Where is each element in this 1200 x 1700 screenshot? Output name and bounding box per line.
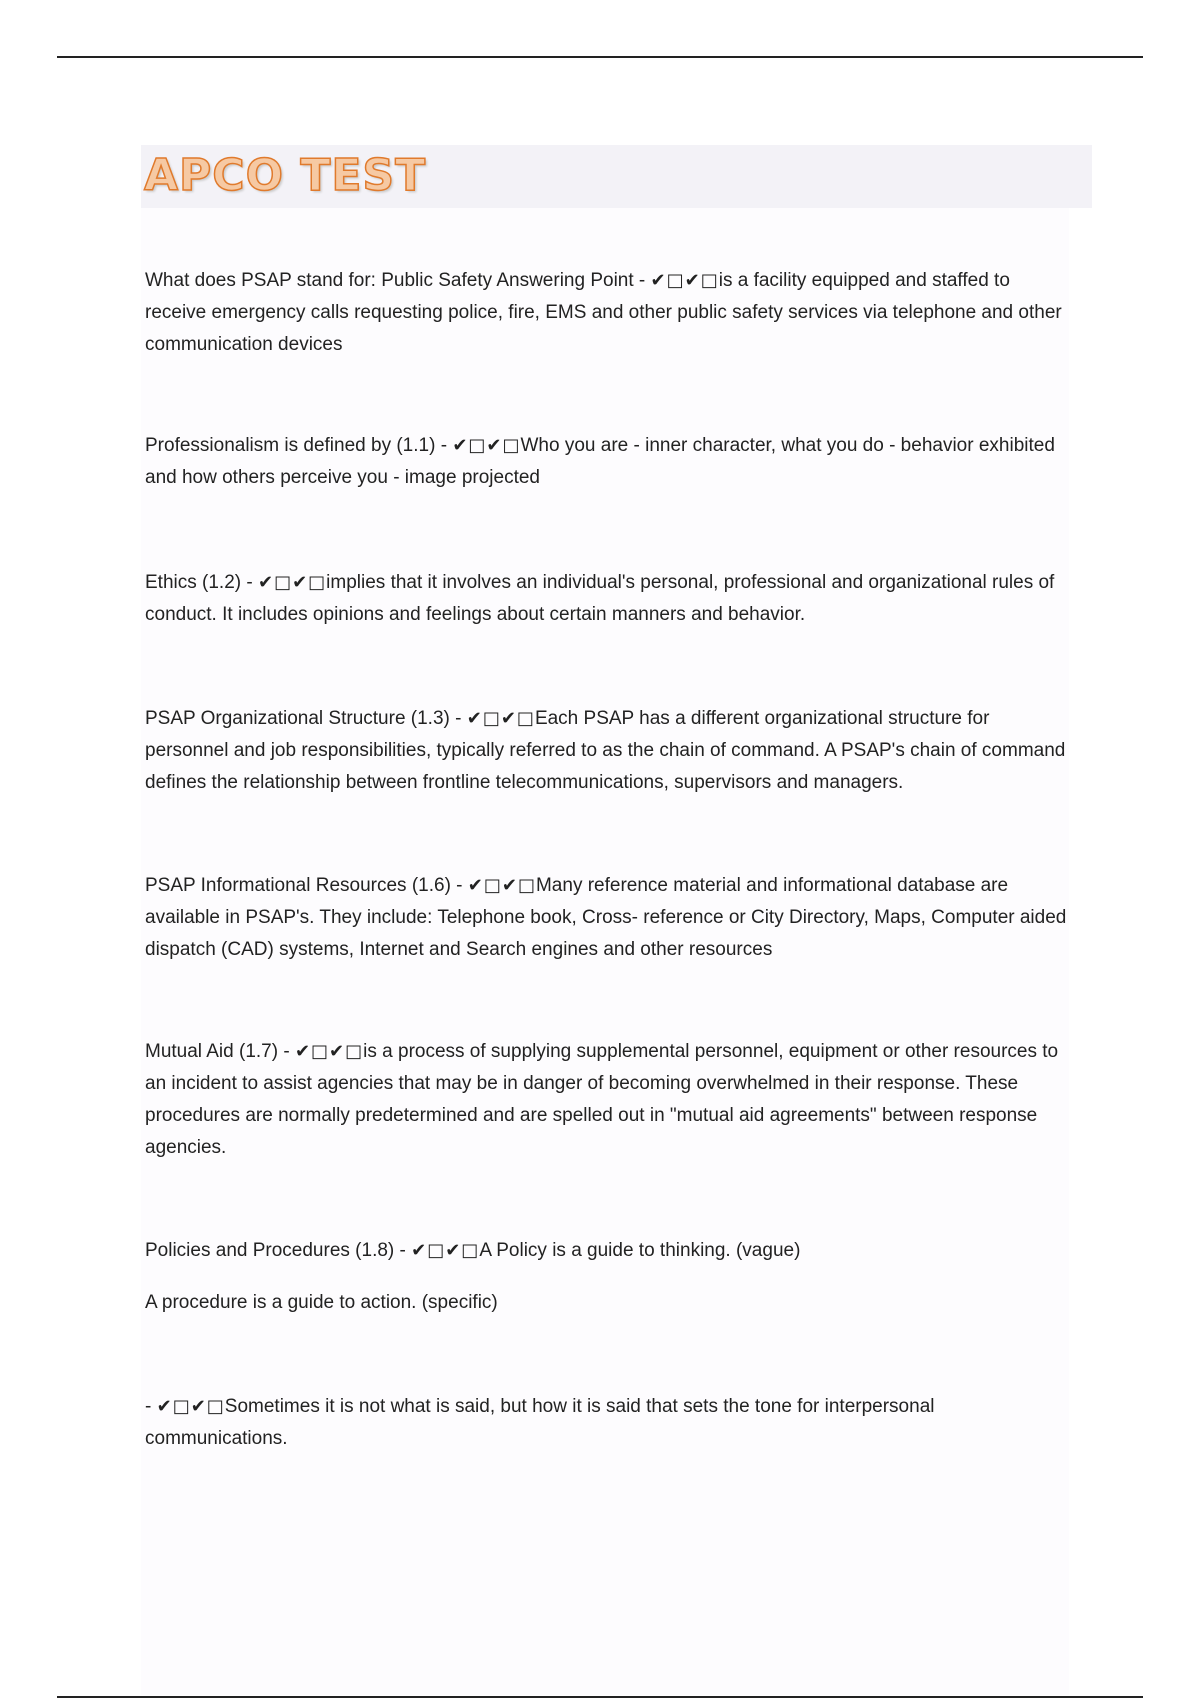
answer-text: Many reference material and informational database are available in PSAP's. They include: Telephone book, Cross- reference or City Directory, Maps, Computer aided dispatch (CAD) systems, Internet and Search engines and other resources [145,875,1067,960]
question-text: Policies and Procedures (1.8) [145,1240,395,1261]
document-title: APCO TEST [144,150,427,201]
answer-marker: ✔□✔□ [411,1240,480,1261]
answer-text: is a process of supplying supplemental personnel, equipment or other resources to an incident to assist agencies that may be in danger of becoming overwhelmed in their response. These procedures are normally predetermined and are spelled out in "mutual aid agreements" between response agencies. [145,1041,1059,1158]
answer-text: implies that it involves an individual's personal, professional and organizational rules of conduct. It includes opinions and feelings about certain manners and behavior. [145,572,1055,625]
qa-entry-professionalism [145,430,1075,494]
answer-text: Sometimes it is not what is said, but how it is said that sets the tone for interpersonal communications. [145,1396,935,1449]
qa-entry-informational-resources [145,870,1075,966]
separator: - [449,708,467,729]
qa-entry-procedure-definition: A procedure is a guide to action. (specific) [145,1292,498,1313]
qa-entry-psap [145,265,1075,361]
qa-entry-ethics [145,567,1075,631]
answer-text: is a facility equipped and staffed to receive emergency calls requesting police, fire, EMS and other public safety services via telephone and other communication devices [145,270,1062,355]
question-text: What does PSAP stand for: Public Safety Answering Point [145,270,634,291]
qa-entry-interpersonal-communications [145,1391,1075,1455]
question-text: PSAP Informational Resources (1.6) [145,875,451,896]
answer-text: Each PSAP has a different organizational structure for personnel and job responsibilities, typically referred to as the chain of command. A PSAP's chain of command defines the relationship between frontline telecommunications, supervisors and managers. [145,708,1066,793]
answer-text: Who you are - inner character, what you do - behavior exhibited and how others perceive you - image projected [145,435,1055,488]
answer-marker: ✔□✔□ [156,1396,225,1417]
answer-marker: ✔□✔□ [467,875,536,896]
answer-marker: ✔□✔□ [294,1041,364,1062]
answer-marker: ✔□✔□ [466,708,535,729]
question-text: Professionalism is defined by (1.1) [145,435,436,456]
separator: - [278,1041,295,1062]
separator: - [145,1396,157,1417]
qa-entry-policies-procedures [145,1235,1075,1267]
separator: - [450,875,468,896]
question-text: Mutual Aid (1.7) [145,1041,279,1062]
separator: - [435,435,453,456]
answer-text: A Policy is a guide to thinking. (vague) [479,1240,801,1261]
answer-marker: ✔□✔□ [650,270,719,291]
answer-marker: ✔□✔□ [257,572,327,593]
qa-entry-organizational-structure [145,703,1075,799]
footer-rule [57,1696,1143,1698]
separator: - [633,270,651,291]
question-text: Ethics (1.2) [145,572,242,593]
separator: - [241,572,258,593]
separator: - [394,1240,412,1261]
question-text: PSAP Organizational Structure (1.3) [145,708,450,729]
header-rule [57,56,1143,58]
answer-marker: ✔□✔□ [452,435,521,456]
qa-entry-mutual-aid [145,1036,1075,1164]
